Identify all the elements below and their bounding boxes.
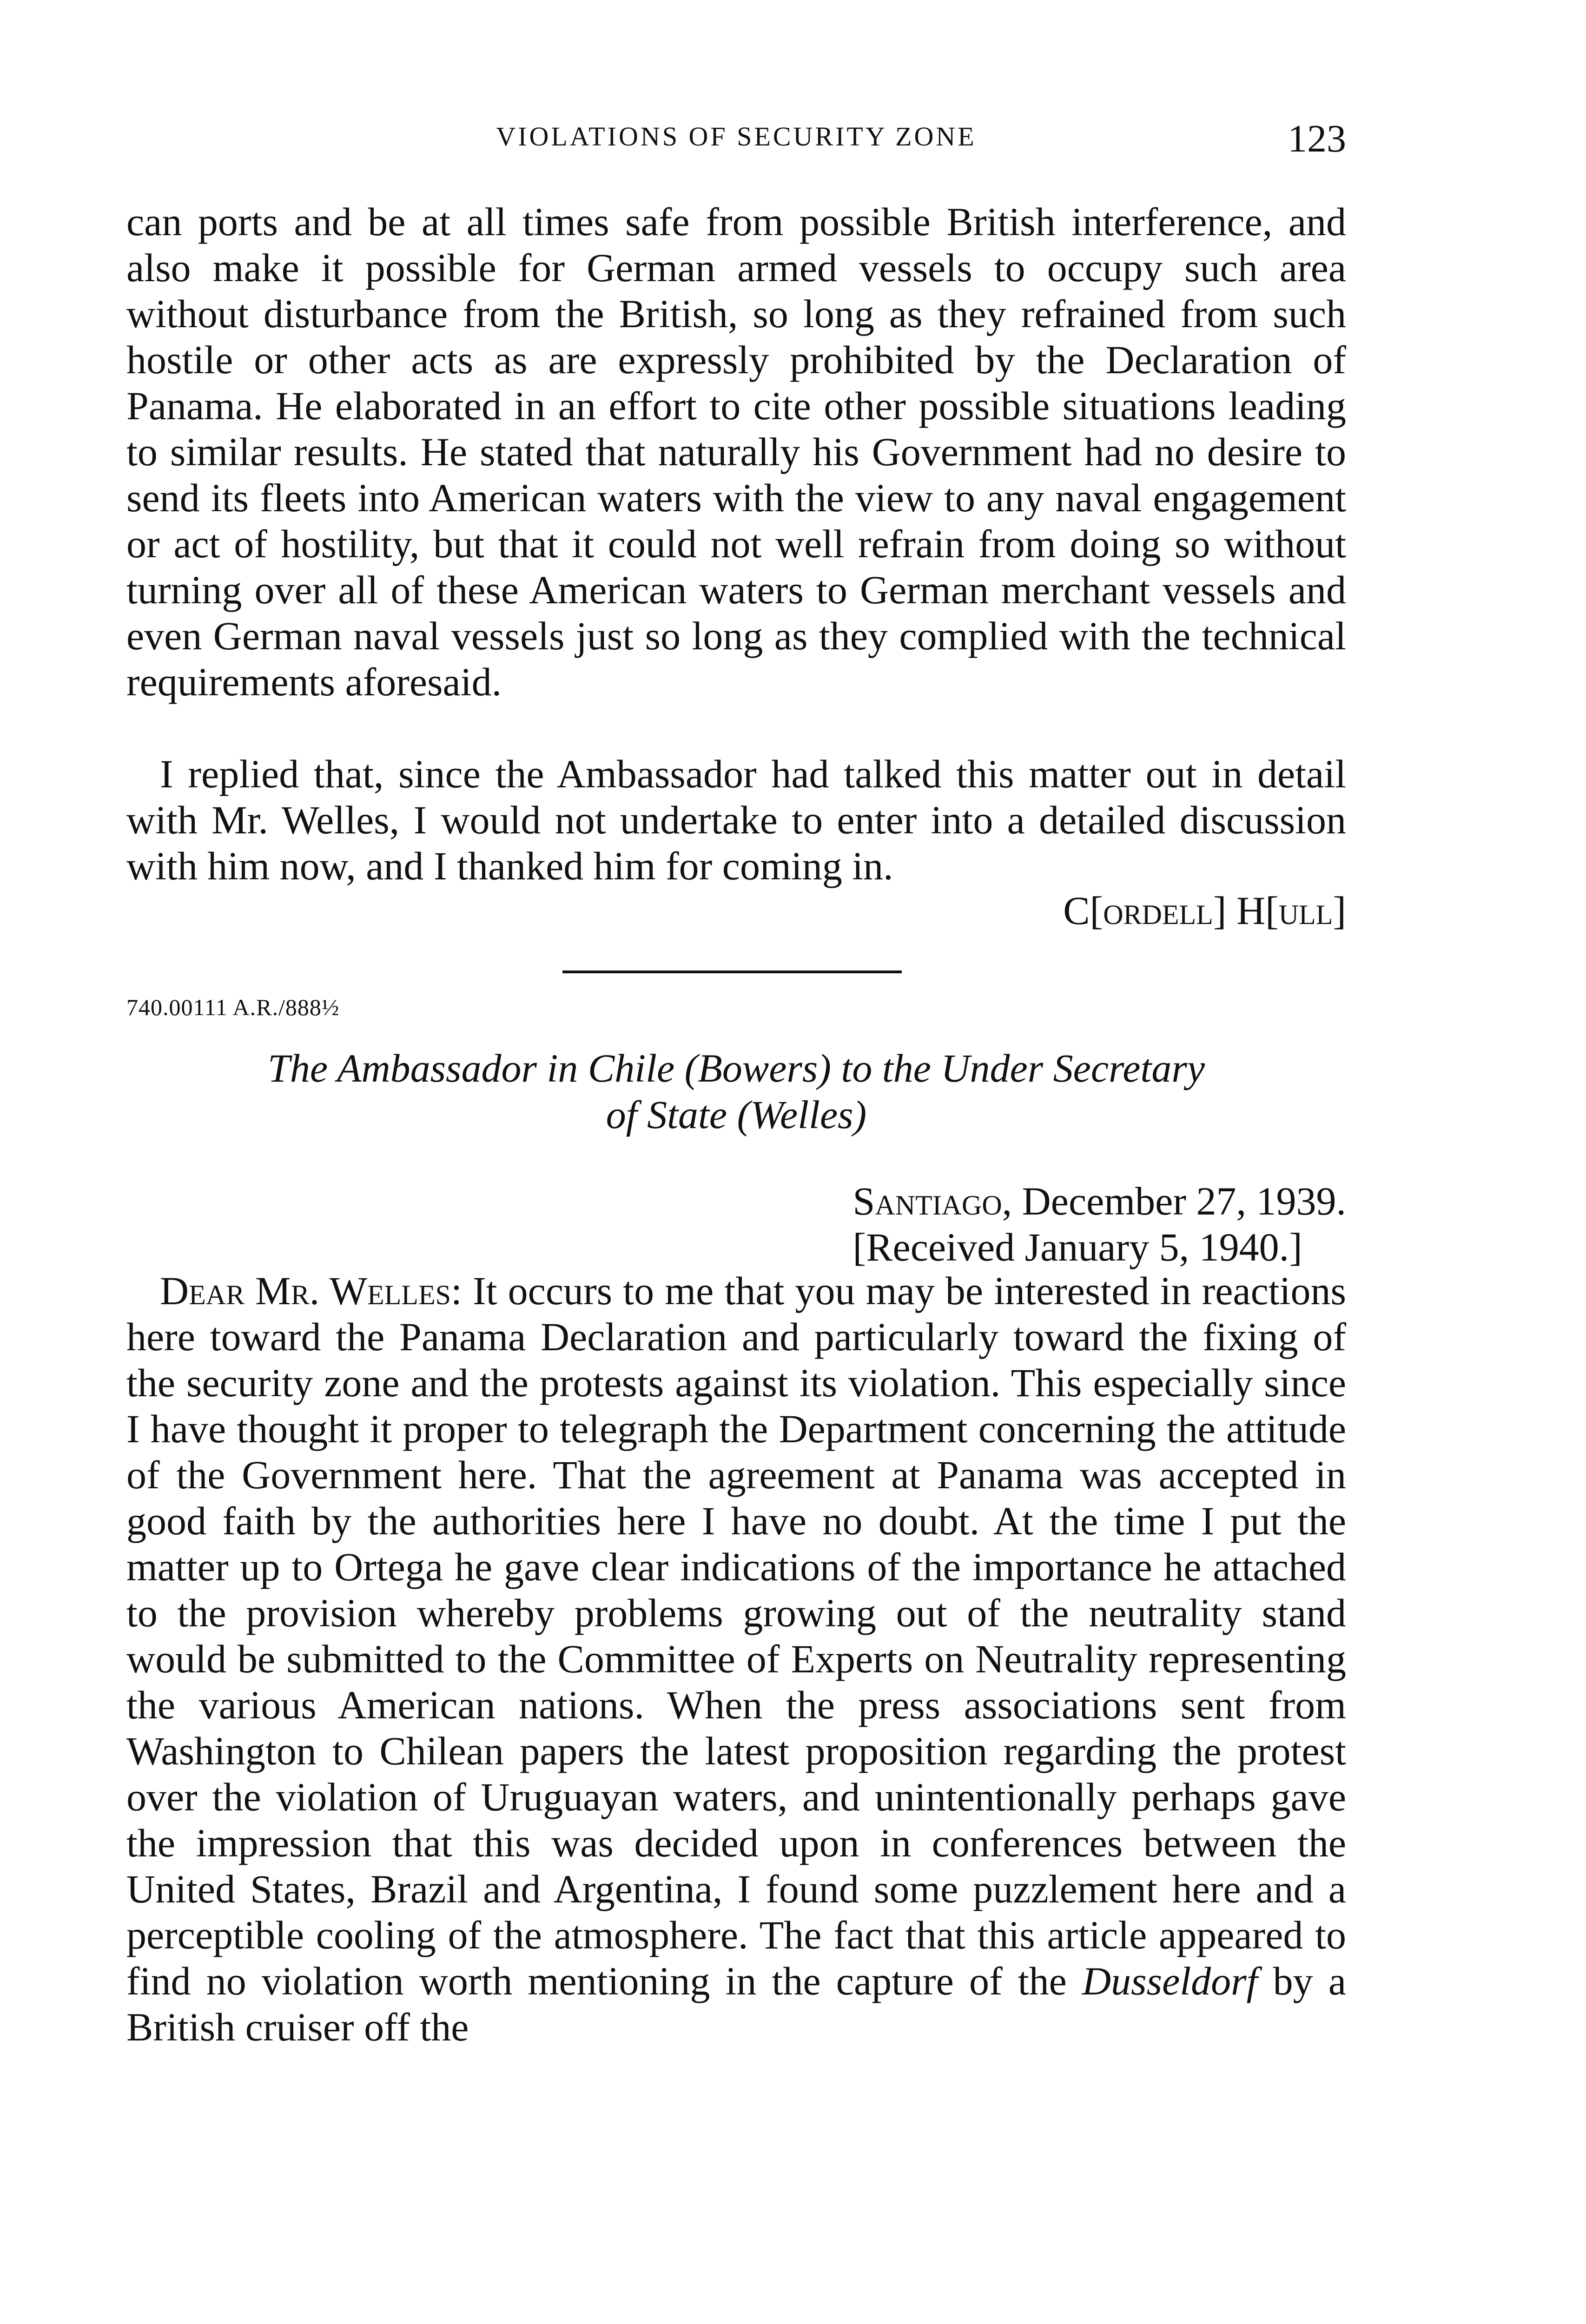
salutation-r: r. bbox=[291, 1268, 320, 1313]
signature-ordell: ordell bbox=[1103, 888, 1213, 933]
salutation-ear: ear bbox=[189, 1268, 245, 1313]
signature-initial-h: ] H[ bbox=[1213, 888, 1279, 933]
letter-body-text-2: by a British cruiser off the bbox=[126, 1959, 1347, 2049]
place-rest: antiago bbox=[875, 1179, 1002, 1223]
signature bbox=[1063, 888, 1346, 934]
salutation-m: M bbox=[245, 1268, 291, 1313]
salutation-w: W bbox=[319, 1268, 367, 1313]
place-initial: S bbox=[852, 1179, 875, 1223]
dateline bbox=[853, 1178, 1346, 1270]
running-head bbox=[126, 116, 1346, 163]
paragraph-continuation: can ports and be at all times safe from possible British interference, and also make it possible for German armed vessels to occupy such area without disturbance from the British, so long as they refrained from such hostile or other acts as are expressly prohibited by the Declaration of Panama. He elaborated in an effort to cite other possible situations leading to similar results. He stated that naturally his Government had no desire to send its fleets into American waters with the view to any naval engagement or act of hostility, but that it could not well refrain from doing so without turning over all of these American waters to German merchant vessels and even German naval vessels just so long as they complied with the technical requirements aforesaid. bbox=[126, 199, 1346, 704]
file-number: 740.00111 A.R./888½ bbox=[126, 994, 340, 1020]
salutation-elles: elles bbox=[367, 1268, 451, 1313]
place-and-date bbox=[853, 1178, 1346, 1224]
running-title: VIOLATIONS OF SECURITY ZONE bbox=[496, 121, 977, 152]
salutation-d: D bbox=[160, 1268, 189, 1313]
salutation-colon: : bbox=[450, 1268, 462, 1313]
signature-initial-c: C[ bbox=[1063, 888, 1104, 933]
signature-close: ] bbox=[1333, 888, 1346, 933]
letter-body-text-1: It occurs to me that you may be interested in reactions here toward the Panama Declaration and particularly toward the fixing of the security zone and the protests against its violation. This especially since I have thought it proper to telegraph the Department concerning the attitude of the Government here. That the agreement at Panama was accepted in good faith by the authorities here I have no doubt. At the time I put the matter up to Ortega he gave clear indications of the importance he attached to the provision whereby problems growing out of the neutrality stand would be submitted to the Committee of Experts on Neutrality representing the various American nations. When the press associations sent from Washington to Chilean papers the latest proposition regarding the protest over the violation of Uruguayan waters, and unintentionally perhaps gave the impression that this was decided upon in conferences between the United States, Brazil and Argentina, I found some puzzlement here and a perceptible cooling of the atmosphere. The fact that this article appeared to find no violation worth mentioning in the capture of the bbox=[126, 1268, 1347, 2003]
section-divider bbox=[562, 971, 902, 973]
page-number: 123 bbox=[1288, 117, 1346, 160]
document-title-line-1: The Ambassador in Chile (Bowers) to the Under Secretary bbox=[267, 1046, 1205, 1090]
paragraph-reply: I replied that, since the Ambassador had talked this matter out in detail with Mr. Welles, I would not undertake to enter into a detailed discussion with him now, and I thanked him for coming in. bbox=[126, 752, 1346, 888]
ship-name: Dusseldorf bbox=[1082, 1959, 1258, 2003]
document-title-line-2: of State (Welles) bbox=[606, 1092, 867, 1137]
document-title bbox=[126, 1045, 1346, 1138]
signature-ull: ull bbox=[1278, 888, 1333, 933]
received-date: [Received January 5, 1940.] bbox=[852, 1225, 1302, 1269]
letter-body bbox=[126, 1268, 1346, 2050]
letter-date: , December 27, 1939. bbox=[1002, 1179, 1346, 1223]
